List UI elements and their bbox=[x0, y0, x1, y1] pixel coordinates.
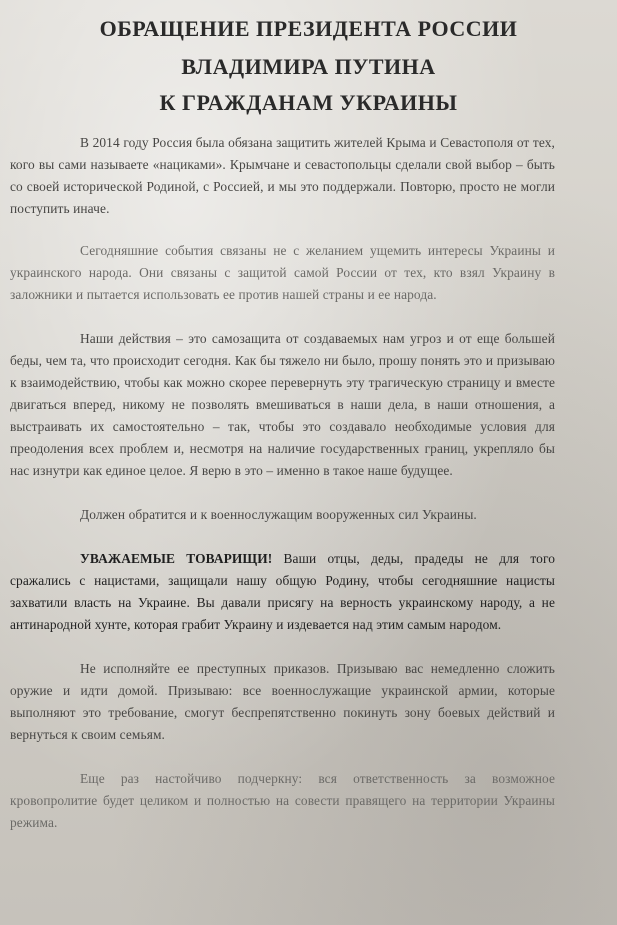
title-line-3: К ГРАЖДАНАМ УКРАИНЫ bbox=[159, 90, 458, 115]
paragraph-crimea bbox=[10, 132, 555, 220]
paragraph-orders-text: Не исполняйте ее преступных приказов. Призываю вас немедленно сложить оружие и идти домой. Призываю: все военнослужащие украинской армии, которые выполняют это требование, смогут беспрепятственно покинуть зону боевых действий и вернуться к своим семьям. bbox=[10, 661, 555, 742]
address-body bbox=[10, 132, 605, 834]
paragraph-comrades bbox=[10, 548, 555, 636]
paragraph-comrades-text: Ваши отцы, деды, прадеды не для того сражались с нацистами, защищали нашу общую Родину, чтобы сегодняшние нацисты захватили власть на Украине. Вы давали присягу на верность украинскому народу, а не антинародной хунте, которая грабит Украину и издевается над этим самым народом. bbox=[10, 551, 555, 632]
paragraph-orders bbox=[10, 658, 555, 746]
paragraph-responsibility-text: Еще раз настойчиво подчеркну: вся ответственность за возможное кровопролитие будет целиком и полностью на совести правящего на территории Украины режима. bbox=[10, 771, 555, 830]
paragraph-self-defense bbox=[10, 328, 555, 482]
paragraph-events-text: Сегодняшние события связаны не с желанием ущемить интересы Украины и украинского народа. Они связаны с защитой самой России от тех, кто взял Украину в заложники и пытается использовать ее против нашей страны и ее народа. bbox=[10, 243, 555, 302]
paragraph-self-defense-text: Наши действия – это самозащита от создаваемых нам угроз и от еще большей беды, чем та, что происходит сегодня. Как бы тяжело ни было, прошу понять это и призываю к взаимодействию, чтобы как можно скорее перевернуть эту трагическую страницу и вместе двигаться вперед, никому не позволять вмешиваться в наши дела, в наши отношения, а выстраивать их самостоятельно – так, чтобы это создавало необходимые условия для преодоления всех проблем и, несмотря на наличие государственных границ, укрепляло бы нас изнутри как единое целое. Я верю в это – именно в такое наше будущее. bbox=[10, 331, 555, 478]
paragraph-military-address bbox=[10, 504, 555, 526]
paragraph-events bbox=[10, 240, 555, 306]
paragraph-military-address-text: Должен обратится и к военнослужащим вооруженных сил Украины. bbox=[80, 507, 477, 522]
paragraph-responsibility bbox=[10, 768, 555, 834]
comrades-salutation: УВАЖАЕМЫЕ ТОВАРИЩИ! bbox=[80, 551, 273, 566]
paragraph-crimea-text: В 2014 году Россия была обязана защитить жителей Крыма и Севастополя от тех, кого вы сами называете «нациками». Крымчане и севастопольцы сделали свой выбор – быть со своей исторической Родиной, с Россией, и мы это поддержали. Повторю, просто не могли поступить иначе. bbox=[10, 135, 555, 216]
title-line-2: ВЛАДИМИРА ПУТИНА bbox=[181, 54, 436, 79]
title-line-1: ОБРАЩЕНИЕ ПРЕЗИДЕНТА РОССИИ bbox=[99, 16, 518, 41]
